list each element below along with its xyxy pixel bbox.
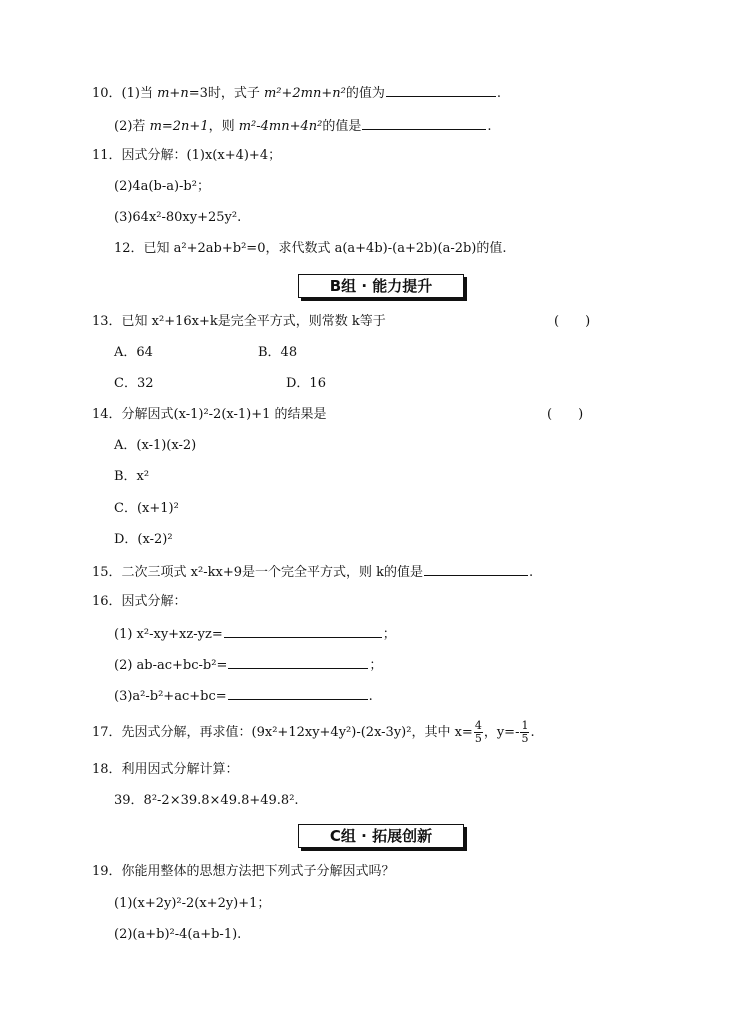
q10-part1-text-a: 10．(1)当 [92, 86, 158, 101]
q15-answer-blank[interactable] [424, 563, 528, 576]
q16-part1 [114, 625, 396, 643]
q16-part2-end: ； [369, 658, 383, 673]
q19-part1: (1)(x+2y)²-2(x+2y)+1； [114, 896, 271, 911]
q16-part2-answer-blank[interactable] [228, 656, 368, 669]
q14-answer-paren[interactable]: ( ) [547, 407, 584, 422]
q16-part2-text: (2) ab-ac+bc-b²= [114, 658, 228, 673]
q10-part1-expr-b: m+n [157, 86, 189, 101]
q15-line [92, 563, 533, 581]
q12-text: 12．已知 a²+2ab+b²=0，求代数式 a(a+4b)-(a+2b)(a-2b)的值. [114, 241, 507, 256]
q17-x-fraction [474, 720, 483, 745]
q10-part1-answer-blank[interactable] [386, 84, 496, 97]
q16-part1-text: (1) x²-xy+xz-yz= [114, 627, 223, 642]
q10-part1-end: . [496, 86, 502, 101]
q16-part1-answer-blank[interactable] [224, 625, 382, 638]
q18-expression: 39．8²-2×39.8×49.8+49.8². [114, 793, 299, 808]
q10-part2-answer-blank[interactable] [362, 117, 486, 130]
q16-part1-end: ； [382, 627, 396, 642]
q11-part3: (3)64x²-80xy+25y². [114, 210, 242, 225]
q13-option-c[interactable]: C．32 [114, 376, 154, 391]
q13-option-d[interactable]: D．16 [286, 376, 326, 391]
q16-part3-end: . [368, 689, 373, 704]
q17-line [92, 718, 535, 748]
q14-option-a[interactable]: A．(x-1)(x-2) [114, 438, 197, 453]
q17-x-denominator: 5 [474, 732, 482, 745]
q14-stem: 14．分解因式(x-1)²-2(x-1)+1 的结果是 [92, 407, 327, 422]
q14-option-d[interactable]: D．(x-2)² [114, 532, 173, 547]
q17-y-fraction [520, 720, 529, 745]
q18-title: 18．利用因式分解计算： [92, 762, 239, 777]
q14-option-c[interactable]: C．(x+1)² [114, 501, 179, 516]
q11-part2: (2)4a(b-a)-b²； [114, 179, 210, 194]
q13-stem: 13．已知 x²+16x+k是完全平方式，则常数 k等于 [92, 314, 386, 329]
q10-part2-end: . [487, 119, 492, 134]
q10-part2 [114, 117, 492, 135]
q17-text: 17．先因式分解，再求值：(9x²+12xy+4y²)-(2x-3y)²，其中 x= [92, 725, 473, 740]
q16-part3-text: (3)a²-b²+ac+bc= [114, 689, 227, 704]
q10-part2-text-e: 的值是 [322, 119, 362, 134]
q17-y-denominator: 5 [521, 732, 529, 745]
q13-option-a[interactable]: A．64 [114, 345, 153, 360]
q17-x-numerator: 4 [474, 719, 482, 732]
q10-part2-expr-d: m²-4mn+4n² [238, 119, 323, 134]
q17-end: . [530, 725, 535, 740]
q11-title: 11．因式分解：(1)x(x+4)+4； [92, 148, 282, 163]
q15-text: 15．二次三项式 x²-kx+9是一个完全平方式，则 k的值是 [92, 565, 423, 580]
q10-part2-text-c: ，则 [208, 119, 239, 134]
q10-part2-expr-b: m=2n+1 [149, 119, 209, 134]
q13-option-b[interactable]: B．48 [258, 345, 298, 360]
q10-part1-expr-d: m²+2mn+n² [263, 86, 346, 101]
q19-part2: (2)(a+b)²-4(a+b-1). [114, 927, 242, 942]
q10-part1-text-e: 的值为 [345, 86, 385, 101]
q10-part2-text-a: (2)若 [114, 119, 150, 134]
q19-title: 19．你能用整体的思想方法把下列式子分解因式吗？ [92, 864, 395, 879]
q16-title: 16．因式分解： [92, 594, 187, 609]
q10-part1-text-c: =3时，式子 [188, 86, 264, 101]
q14-option-b[interactable]: B．x² [114, 469, 150, 484]
q16-part2 [114, 656, 382, 674]
q15-end: . [529, 565, 534, 580]
q17-y-numerator: 1 [521, 719, 529, 732]
section-c-banner: C组 · 拓展创新 [298, 824, 464, 848]
q17-mid: ，y=- [483, 725, 520, 740]
section-b-banner: B组 · 能力提升 [298, 274, 464, 298]
q16-part3 [114, 687, 373, 705]
q10-part1 [92, 84, 501, 102]
q16-part3-answer-blank[interactable] [228, 687, 368, 700]
q13-answer-paren[interactable]: ( ) [554, 314, 591, 329]
